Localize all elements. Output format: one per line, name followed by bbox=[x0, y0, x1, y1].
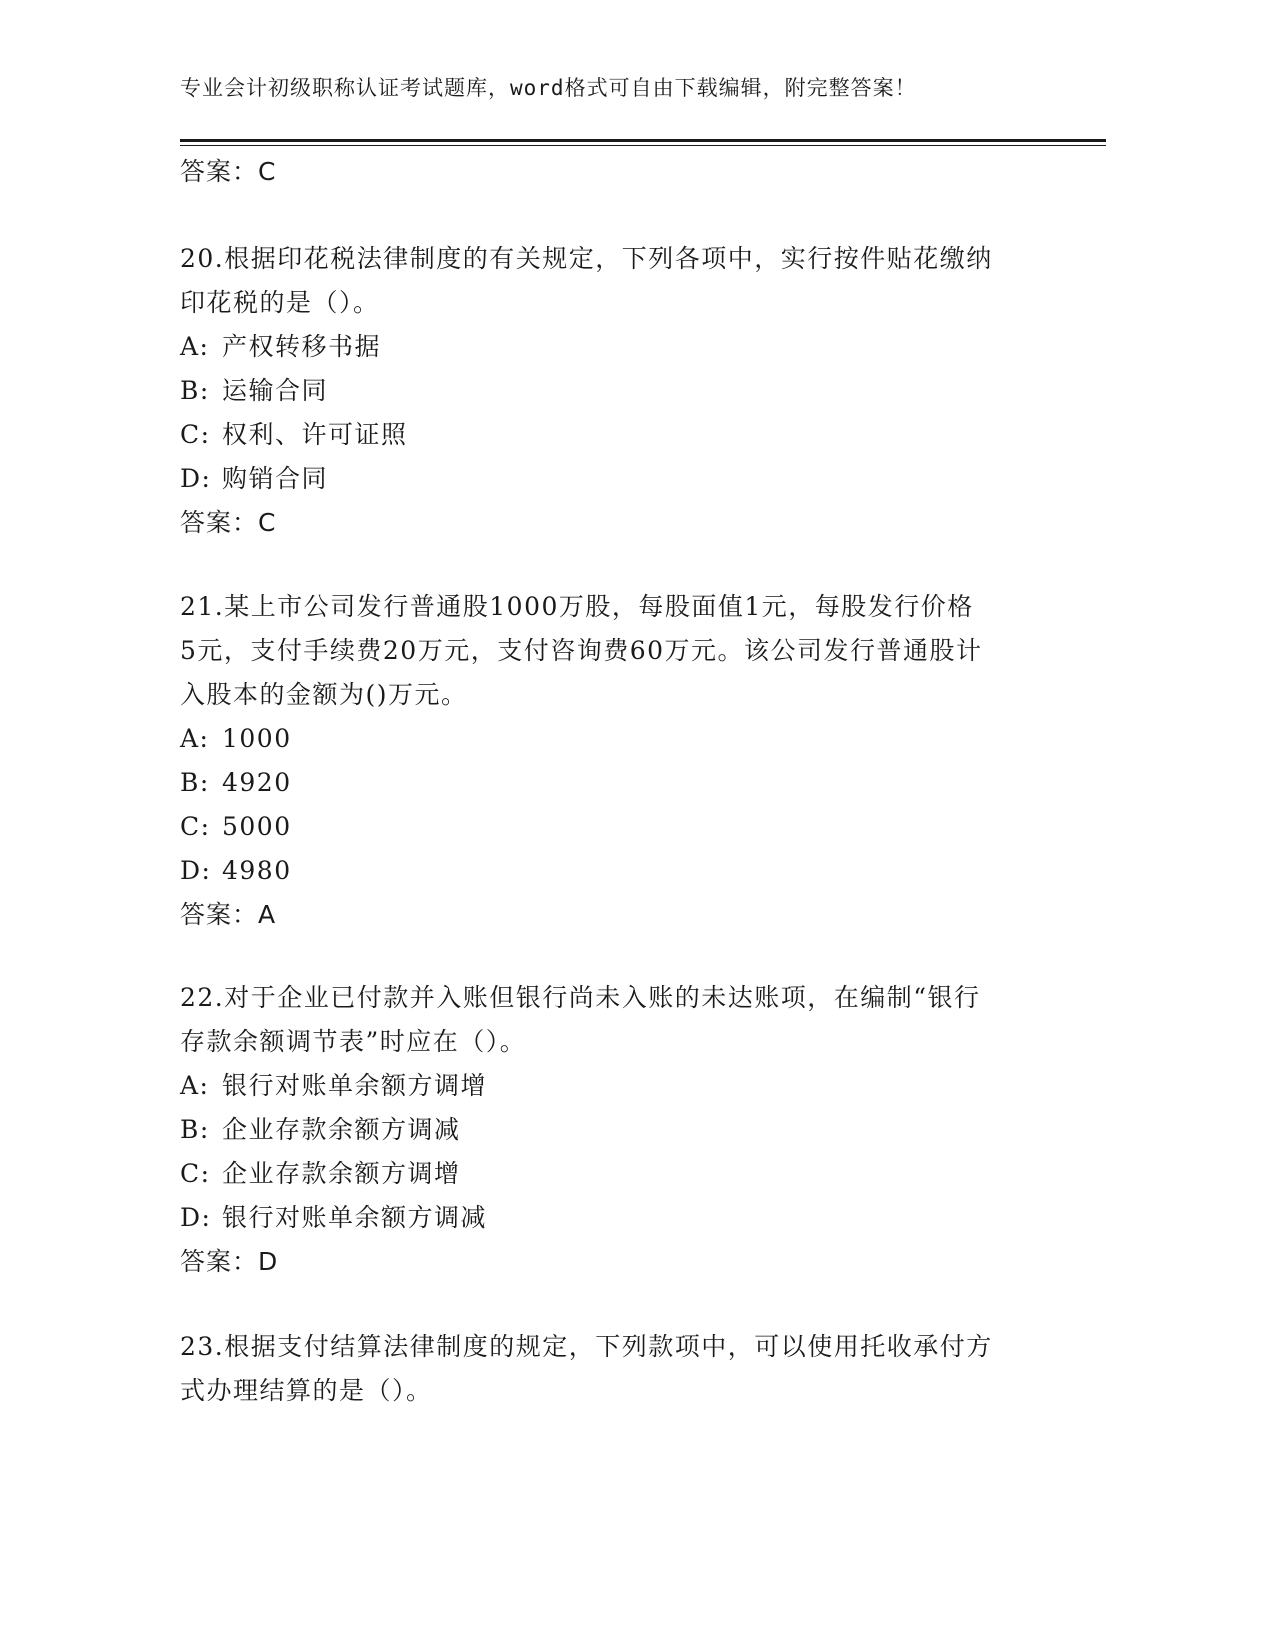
option-b bbox=[180, 761, 1040, 805]
question-21 bbox=[180, 585, 1040, 937]
header-rule bbox=[180, 139, 1106, 142]
question-20 bbox=[180, 237, 1040, 545]
option-label: A: bbox=[180, 332, 210, 361]
option-a bbox=[180, 1064, 1040, 1108]
option-b bbox=[180, 369, 1040, 413]
option-d bbox=[180, 1196, 1040, 1240]
question-stem-line: 式办理结算的是（）。 bbox=[180, 1376, 433, 1405]
option-d bbox=[180, 457, 1040, 501]
question-stem-line: 22.对于企业已付款并入账但银行尚未入账的未达账项，在编制“银行 bbox=[180, 983, 981, 1012]
header-rule-thin bbox=[180, 145, 1106, 146]
question-stem-line: 印花税的是（）。 bbox=[180, 288, 380, 317]
option-text: 运输合同 bbox=[222, 376, 329, 405]
option-text: 产权转移书据 bbox=[222, 332, 382, 361]
option-label: A: bbox=[180, 724, 210, 753]
question-stem-line: 23.根据支付结算法律制度的规定，下列款项中，可以使用托收承付方 bbox=[180, 1332, 993, 1361]
option-label: B: bbox=[180, 1115, 210, 1144]
option-label: A: bbox=[180, 1071, 210, 1100]
option-a bbox=[180, 717, 1040, 761]
answer-line: 答案：D bbox=[180, 1247, 279, 1276]
answer-line: 答案：A bbox=[180, 900, 277, 929]
option-d bbox=[180, 849, 1040, 893]
option-text: 4920 bbox=[222, 768, 292, 797]
question-stem-line: 5元，支付手续费20万元，支付咨询费60万元。该公司发行普通股计 bbox=[180, 636, 983, 665]
option-label: D: bbox=[180, 1203, 212, 1232]
option-text: 银行对账单余额方调增 bbox=[222, 1071, 488, 1100]
option-text: 企业存款余额方调减 bbox=[222, 1115, 461, 1144]
option-c bbox=[180, 413, 1040, 457]
option-label: D: bbox=[180, 856, 212, 885]
prev-answer-block bbox=[180, 150, 1040, 194]
option-label: B: bbox=[180, 768, 210, 797]
option-label: D: bbox=[180, 464, 212, 493]
page-header: 专业会计初级职称认证考试题库，word格式可自由下载编辑，附完整答案！ bbox=[180, 76, 917, 100]
question-stem-line: 20.根据印花税法律制度的有关规定，下列各项中，实行按件贴花缴纳 bbox=[180, 244, 993, 273]
option-a bbox=[180, 325, 1040, 369]
option-c bbox=[180, 805, 1040, 849]
option-label: C: bbox=[180, 1159, 211, 1188]
answer-line: 答案：C bbox=[180, 157, 277, 186]
option-text: 购销合同 bbox=[222, 464, 329, 493]
option-label: B: bbox=[180, 376, 210, 405]
option-c bbox=[180, 1152, 1040, 1196]
option-text: 1000 bbox=[222, 724, 292, 753]
question-stem-line: 入股本的金额为()万元。 bbox=[180, 680, 468, 709]
option-text: 4980 bbox=[222, 856, 292, 885]
option-text: 权利、许可证照 bbox=[222, 420, 408, 449]
question-stem-line: 存款余额调节表”时应在（）。 bbox=[180, 1027, 527, 1056]
option-text: 企业存款余额方调增 bbox=[222, 1159, 461, 1188]
option-b bbox=[180, 1108, 1040, 1152]
option-text: 5000 bbox=[222, 812, 292, 841]
option-text: 银行对账单余额方调减 bbox=[222, 1203, 488, 1232]
option-label: C: bbox=[180, 812, 211, 841]
question-23 bbox=[180, 1325, 1040, 1413]
option-label: C: bbox=[180, 420, 211, 449]
question-22 bbox=[180, 976, 1040, 1284]
question-stem-line: 21.某上市公司发行普通股1000万股，每股面值1元，每股发行价格 bbox=[180, 592, 974, 621]
answer-line: 答案：C bbox=[180, 508, 277, 537]
